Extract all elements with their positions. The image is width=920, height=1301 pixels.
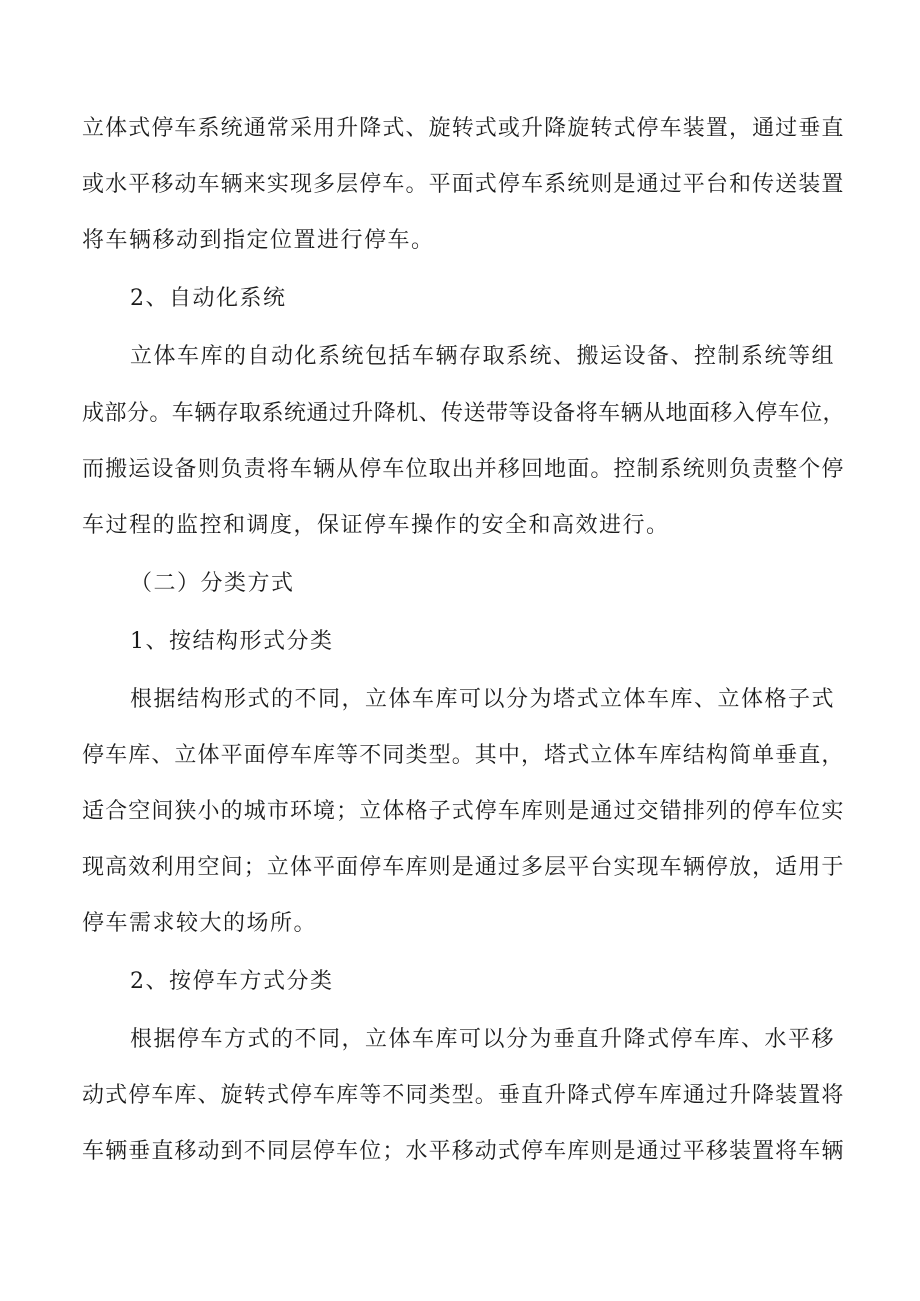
subsection-heading-structure: 1、按结构形式分类 (130, 629, 334, 654)
body-line-15: 停车需求较大的场所。 (82, 911, 318, 936)
body-line-3: 将车辆移动到指定位置进行停车。 (82, 228, 435, 253)
section-heading-classification: （二）分类方式 (130, 571, 295, 596)
body-line-19: 车辆垂直移动到不同层停车位；水平移动式停车库则是通过平移装置将车辆 (82, 1139, 845, 1164)
body-line-5: 立体车库的自动化系统包括车辆存取系统、搬运设备、控制系统等组 (130, 344, 836, 369)
body-line-7: 而搬运设备则负责将车辆从停车位取出并移回地面。控制系统则负责整个停 (82, 457, 845, 482)
body-line-11: 根据结构形式的不同，立体车库可以分为塔式立体车库、立体格子式 (130, 687, 836, 712)
body-line-2: 或水平移动车辆来实现多层停车。平面式停车系统则是通过平台和传送装置 (82, 172, 845, 197)
body-line-12: 停车库、立体平面停车库等不同类型。其中，塔式立体车库结构简单垂直， (82, 743, 845, 768)
body-line-17: 根据停车方式的不同，立体车库可以分为垂直升降式停车库、水平移 (130, 1027, 836, 1052)
body-line-13: 适合空间狭小的城市环境；立体格子式停车库则是通过交错排列的停车位实 (82, 799, 845, 824)
body-line-14: 现高效利用空间；立体平面停车库则是通过多层平台实现车辆停放，适用于 (82, 855, 845, 880)
body-line-6: 成部分。车辆存取系统通过升降机、传送带等设备将车辆从地面移入停车位， (82, 401, 846, 426)
body-line-18: 动式停车库、旋转式停车库等不同类型。垂直升降式停车库通过升降装置将 (82, 1083, 845, 1108)
body-line-8: 车过程的监控和调度，保证停车操作的安全和高效进行。 (82, 513, 670, 538)
subsection-heading-parking-method: 2、按停车方式分类 (130, 969, 334, 994)
section-heading-automation: 2、自动化系统 (130, 286, 287, 311)
body-line-1: 立体式停车系统通常采用升降式、旋转式或升降旋转式停车装置，通过垂直 (82, 116, 845, 141)
